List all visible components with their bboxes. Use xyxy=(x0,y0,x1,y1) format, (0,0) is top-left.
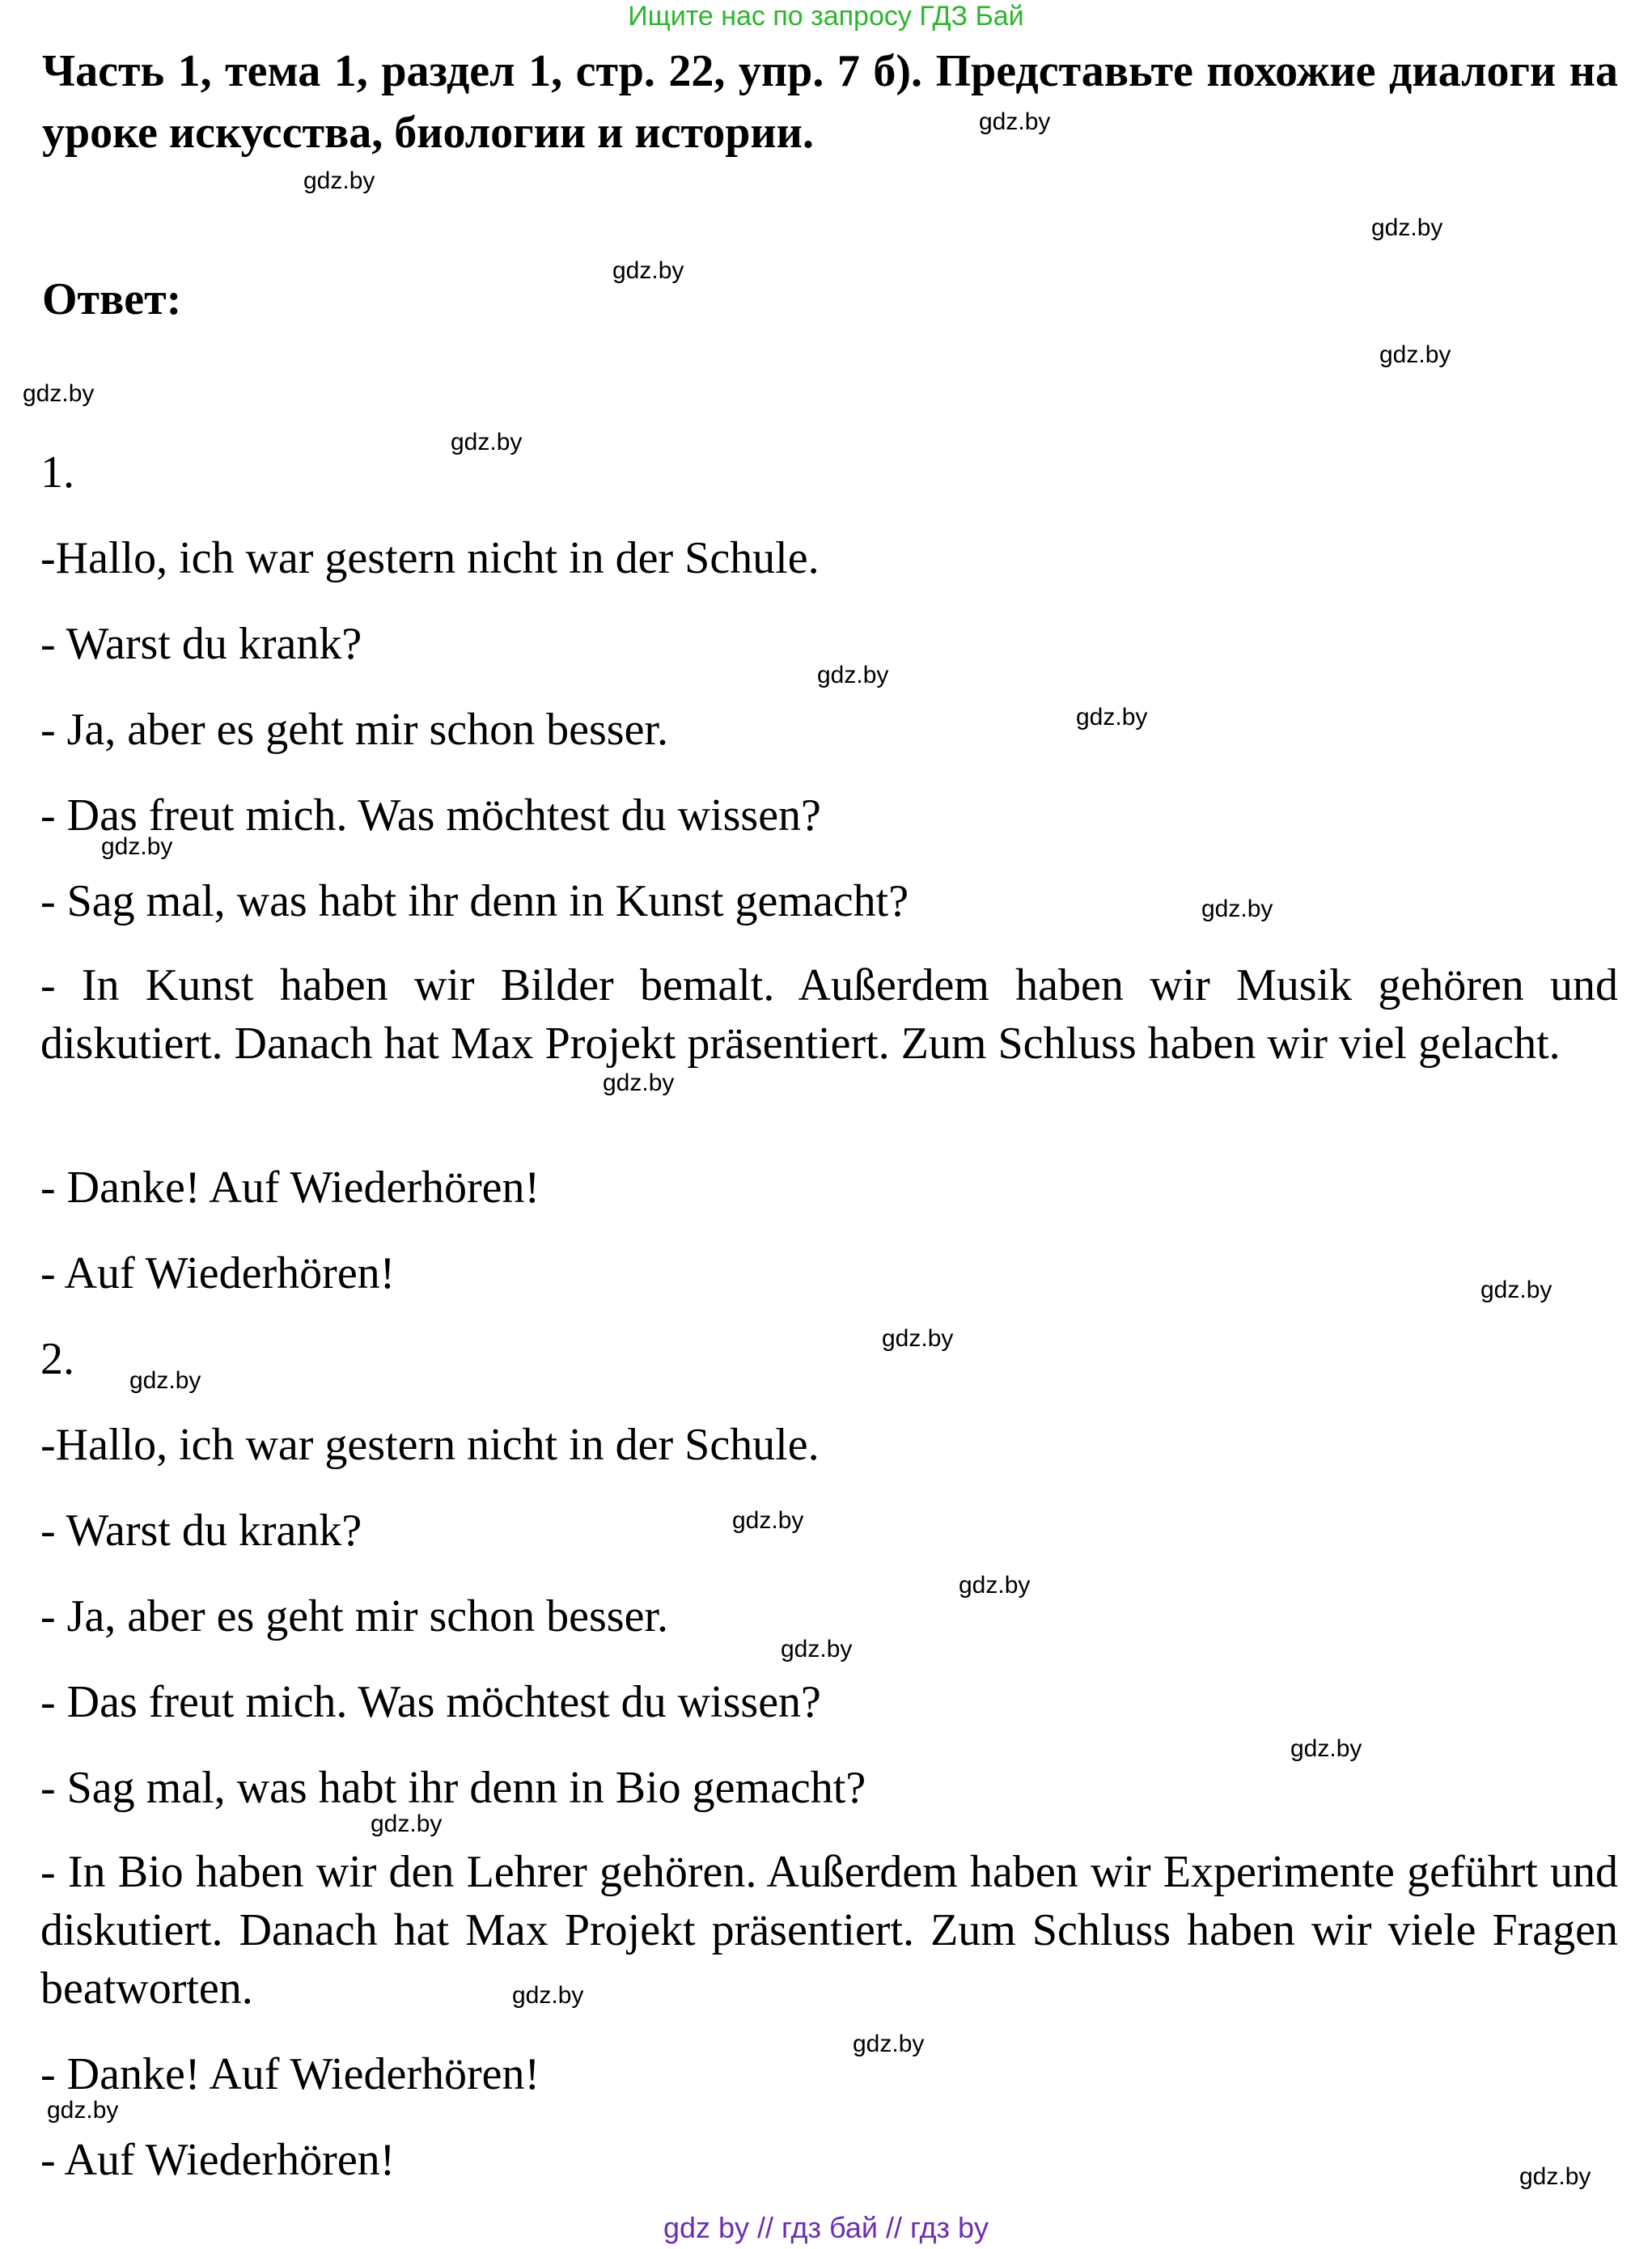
dialog-2-number: 2. xyxy=(40,1334,74,1384)
exercise-title: Часть 1, тема 1, раздел 1, стр. 22, упр. 7 б). Представьте похожие диалоги на уроке искусства, биологии и истории. xyxy=(42,46,1618,158)
dialog-2-line-8: - Auf Wiederhören! xyxy=(40,2135,396,2185)
dialog-2-line-2: - Warst du krank? xyxy=(40,1506,362,1556)
dialog-2-line-5: - Sag mal, was habt ihr denn in Bio gemacht? xyxy=(40,1763,866,1813)
dialog-1-line-6: - In Kunst haben wir Bilder bemalt. Außerdem haben wir Musik gehören und diskutiert. Danach hat Max Projekt präsentiert. Zum Schluss haben wir viel gelacht. xyxy=(40,960,1618,1069)
watermark: gdz.by xyxy=(451,429,523,455)
watermark: gdz.by xyxy=(1290,1735,1362,1762)
dialog-2-line-3: - Ja, aber es geht mir schon besser. xyxy=(40,1591,668,1641)
dialog-1-line-1: -Hallo, ich war gestern nicht in der Schule. xyxy=(40,533,820,583)
watermark: gdz.by xyxy=(129,1367,201,1394)
top-banner: Ищите нас по запросу ГДЗ Бай xyxy=(628,1,1024,32)
dialog-1-line-4: - Das freut mich. Was möchtest du wissen? xyxy=(40,790,821,841)
dialog-2-line-7: - Danke! Auf Wiederhören! xyxy=(40,2049,540,2099)
watermark: gdz.by xyxy=(303,167,375,194)
watermark: gdz.by xyxy=(603,1069,675,1096)
watermark: gdz.by xyxy=(1076,704,1148,731)
watermark: gdz.by xyxy=(371,1811,443,1837)
dialog-1-number: 1. xyxy=(40,447,74,498)
dialog-2-line-1: -Hallo, ich war gestern nicht in der Schule. xyxy=(40,1420,820,1470)
dialog-1-line-3: - Ja, aber es geht mir schon besser. xyxy=(40,705,668,755)
watermark: gdz.by xyxy=(101,833,173,860)
dialog-1-line-5: - Sag mal, was habt ihr denn in Kunst gemacht? xyxy=(40,876,909,926)
watermark: gdz.by xyxy=(781,1636,853,1662)
watermark: gdz.by xyxy=(512,1982,584,2009)
dialog-1-line-8: - Auf Wiederhören! xyxy=(40,1248,396,1298)
watermark: gdz.by xyxy=(1201,896,1273,922)
watermark: gdz.by xyxy=(1519,2163,1591,2190)
dialog-2-line-6: - In Bio haben wir den Lehrer gehören. Außerdem haben wir Experimente geführt und diskutiert. Danach hat Max Projekt präsentiert. Zum Schluss haben wir viele Fragen beatworten. xyxy=(40,1847,1618,2014)
watermark: gdz.by xyxy=(979,108,1051,135)
watermark: gdz.by xyxy=(882,1325,954,1352)
footer-links: gdz by // гдз бай // гдз by xyxy=(663,2211,989,2244)
watermark: gdz.by xyxy=(817,662,889,688)
watermark: gdz.by xyxy=(732,1507,804,1534)
watermark: gdz.by xyxy=(853,2031,925,2057)
dialog-1-line-2: - Warst du krank? xyxy=(40,619,362,669)
watermark: gdz.by xyxy=(47,2097,119,2124)
watermark: gdz.by xyxy=(1371,214,1443,241)
dialog-2-line-4: - Das freut mich. Was möchtest du wissen? xyxy=(40,1677,821,1727)
watermark: gdz.by xyxy=(1480,1277,1552,1303)
dialog-1-line-7: - Danke! Auf Wiederhören! xyxy=(40,1163,540,1213)
watermark: gdz.by xyxy=(1379,341,1451,368)
watermark: gdz.by xyxy=(612,257,684,284)
answer-label: Ответ: xyxy=(42,274,182,324)
watermark: gdz.by xyxy=(959,1572,1031,1599)
watermark: gdz.by xyxy=(23,380,95,407)
